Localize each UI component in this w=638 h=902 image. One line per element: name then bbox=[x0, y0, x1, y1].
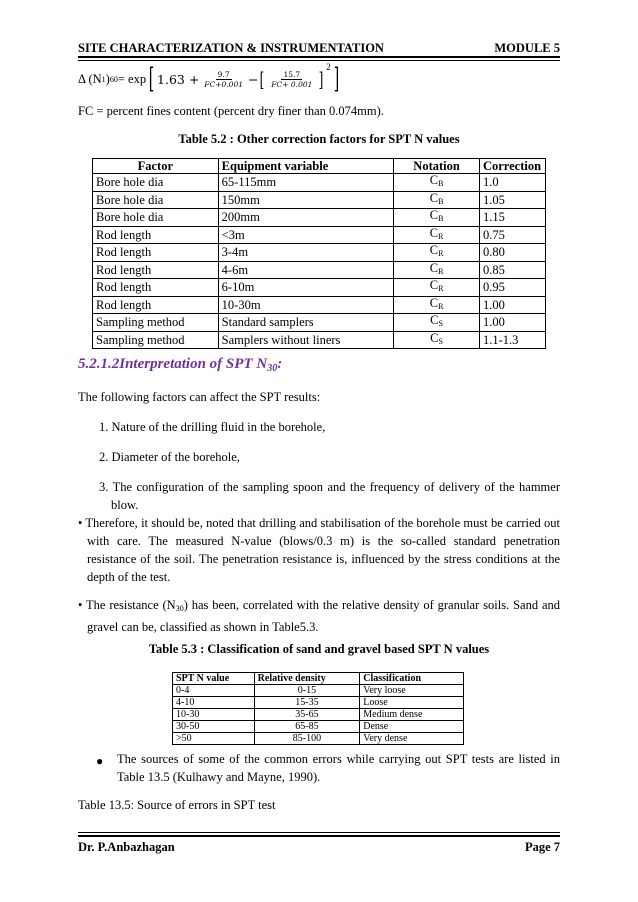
formula-fraction-2 bbox=[269, 70, 314, 89]
col-notation: Notation bbox=[394, 159, 480, 174]
cell-correction: 0.80 bbox=[479, 244, 545, 262]
header-rule-thin bbox=[78, 60, 560, 61]
header-module: MODULE 5 bbox=[494, 41, 560, 55]
table-header-row bbox=[173, 673, 464, 685]
cell-equipment: 6-10m bbox=[218, 279, 393, 297]
cell-correction: 1.1-1.3 bbox=[479, 331, 545, 349]
factor-3: 3. The configuration of the sampling spoon and the frequency of delivery of the hammer blow. bbox=[99, 480, 560, 512]
cell-equipment: 65-115mm bbox=[218, 174, 393, 192]
table135-caption: Table 13.5: Source of errors in SPT test bbox=[78, 798, 276, 812]
fc-definition: FC = percent fines content (percent dry finer than 0.074mm). bbox=[78, 104, 384, 118]
section-colon: : bbox=[277, 356, 283, 372]
cell-correction: 1.00 bbox=[479, 296, 545, 314]
notation-sub: S bbox=[438, 336, 443, 346]
notation-symbol: C bbox=[429, 295, 439, 310]
cell-relative-density: 35-65 bbox=[254, 709, 360, 721]
table-header-row bbox=[93, 159, 546, 174]
cell-relative-density: 0-15 bbox=[254, 685, 360, 697]
intro-text: The following factors can affect the SPT results: bbox=[78, 390, 321, 404]
bullet2-post: ) has been, correlated with the relative density of granular soils. Sand and gravel can be, classified as shown in Table5.3. bbox=[87, 598, 560, 634]
formula-lhs-sub1: 1 bbox=[101, 74, 106, 84]
page-header bbox=[78, 38, 560, 56]
col-equipment: Equipment variable bbox=[218, 159, 393, 174]
col-correction: Correction bbox=[479, 159, 545, 174]
cell-equipment: <3m bbox=[218, 226, 393, 244]
factor-2: 2. Diameter of the borehole, bbox=[99, 450, 240, 464]
cell-equipment: 200mm bbox=[218, 209, 393, 227]
cell-factor: Sampling method bbox=[93, 331, 219, 349]
col-relative-density: Relative density bbox=[254, 673, 360, 685]
notation-symbol: C bbox=[429, 190, 439, 205]
notation-symbol: C bbox=[429, 225, 439, 240]
right-bracket-icon: ] bbox=[333, 62, 339, 95]
cell-notation bbox=[394, 209, 480, 227]
cell-classification: Very dense bbox=[360, 733, 464, 745]
notation-sub: S bbox=[438, 319, 443, 328]
table-row bbox=[93, 296, 546, 314]
cell-factor: Rod length bbox=[93, 244, 219, 262]
header-rule bbox=[78, 56, 560, 58]
frac1-den: FC+0.001 bbox=[204, 79, 243, 89]
correction-formula bbox=[78, 62, 342, 96]
cell-factor: Rod length bbox=[93, 296, 219, 314]
formula-fraction-1 bbox=[202, 70, 245, 89]
formula-lhs-close: ) bbox=[105, 71, 110, 86]
notation-symbol: C bbox=[429, 243, 439, 257]
table-row bbox=[93, 314, 546, 332]
bullet-resistance bbox=[78, 596, 560, 636]
formula-const: 1.63 + bbox=[157, 71, 200, 87]
section-sub: 30 bbox=[267, 363, 278, 374]
bullet-drilling: • Therefore, it should be, noted that drilling and stabilisation of the borehole must be carried out with care. The measured N-value (blows/0.3 m) is the so-called standard penetration resistance of the soil. The penetration resistance is, influenced by the stress conditions at the depth of the test. bbox=[78, 516, 560, 584]
cell-notation bbox=[394, 226, 480, 244]
notation-symbol: C bbox=[430, 330, 439, 345]
section-number: 5.2.1.2 bbox=[78, 356, 120, 372]
cell-classification: Dense bbox=[360, 721, 464, 733]
cell-spt-n: >50 bbox=[173, 733, 255, 745]
footer-author: Dr. P.Anbazhagan bbox=[78, 840, 175, 854]
notation-symbol: C bbox=[429, 173, 439, 187]
table-row bbox=[93, 331, 546, 349]
col-classification: Classification bbox=[360, 673, 464, 685]
cell-factor: Rod length bbox=[93, 226, 219, 244]
footer-page: Page 7 bbox=[524, 840, 560, 854]
cell-factor: Bore hole dia bbox=[93, 174, 219, 192]
notation-symbol: C bbox=[429, 260, 439, 275]
cell-correction: 0.85 bbox=[479, 261, 545, 279]
table53-caption: Table 5.3 : Classification of sand and gravel based SPT N values bbox=[148, 642, 490, 656]
cell-factor: Bore hole dia bbox=[93, 191, 219, 209]
cell-notation bbox=[394, 279, 480, 297]
formula-power: 2 bbox=[326, 62, 331, 72]
table-row bbox=[173, 709, 464, 721]
footer-rule-thin bbox=[78, 832, 560, 833]
cell-notation bbox=[394, 296, 480, 314]
cell-factor: Rod length bbox=[93, 279, 219, 297]
cell-factor: Bore hole dia bbox=[93, 209, 219, 227]
notation-sub: R bbox=[438, 249, 444, 258]
notation-sub: B bbox=[438, 196, 444, 206]
cell-correction: 1.0 bbox=[479, 174, 545, 192]
table-row bbox=[173, 697, 464, 709]
section-title: Interpretation of SPT N bbox=[119, 356, 268, 372]
frac2-num: 15.7 bbox=[283, 69, 301, 79]
col-spt-n: SPT N value bbox=[173, 673, 255, 685]
table52-caption: Table 5.2 : Other correction factors for SPT N values bbox=[178, 132, 460, 146]
cell-equipment: 150mm bbox=[218, 191, 393, 209]
cell-spt-n: 0-4 bbox=[173, 685, 255, 697]
header-title: SITE CHARACTERIZATION & INSTRUMENTATION bbox=[78, 41, 384, 55]
cell-equipment: 4-6m bbox=[218, 261, 393, 279]
cell-spt-n: 4-10 bbox=[173, 697, 255, 709]
bullet-dot-icon: ● bbox=[96, 754, 104, 768]
cell-notation bbox=[394, 331, 480, 349]
cell-spt-n: 10-30 bbox=[173, 709, 255, 721]
table-row bbox=[93, 279, 546, 297]
cell-correction: 1.00 bbox=[479, 314, 545, 332]
formula-lhs-sub2: 60 bbox=[109, 74, 118, 84]
cell-correction: 0.75 bbox=[479, 226, 545, 244]
cell-factor: Rod length bbox=[93, 261, 219, 279]
cell-notation bbox=[394, 191, 480, 209]
cell-spt-n: 30-50 bbox=[173, 721, 255, 733]
cell-relative-density: 15-35 bbox=[254, 697, 360, 709]
cell-equipment: Samplers without liners bbox=[218, 331, 393, 349]
table-row bbox=[173, 721, 464, 733]
notation-sub: R bbox=[438, 301, 444, 311]
formula-minus: − bbox=[248, 71, 259, 87]
table-row bbox=[173, 685, 464, 697]
cell-notation bbox=[394, 244, 480, 262]
correction-factors-table bbox=[92, 158, 546, 349]
cell-classification: Very loose bbox=[360, 685, 464, 697]
col-factor: Factor bbox=[93, 159, 219, 174]
table-row bbox=[93, 174, 546, 192]
cell-notation bbox=[394, 314, 480, 332]
cell-relative-density: 85-100 bbox=[254, 733, 360, 745]
table-row bbox=[93, 226, 546, 244]
cell-relative-density: 65-85 bbox=[254, 721, 360, 733]
cell-equipment: Standard samplers bbox=[218, 314, 393, 332]
cell-factor: Sampling method bbox=[93, 314, 219, 332]
table-row bbox=[93, 244, 546, 262]
notation-symbol: C bbox=[429, 278, 439, 292]
formula-lhs: Δ (N bbox=[78, 71, 102, 86]
cell-correction: 1.05 bbox=[479, 191, 545, 209]
bullet2-sub: 30 bbox=[175, 604, 184, 613]
left-bracket-icon: [ bbox=[148, 62, 155, 95]
cell-notation bbox=[394, 174, 480, 192]
frac1-num: 9.7 bbox=[217, 69, 230, 79]
page-footer bbox=[78, 840, 560, 855]
formula-eq: = exp bbox=[117, 71, 147, 86]
cell-equipment: 3-4m bbox=[218, 244, 393, 262]
cell-equipment: 10-30m bbox=[218, 296, 393, 314]
classification-table bbox=[172, 672, 464, 745]
section-heading bbox=[78, 356, 282, 374]
notation-sub: B bbox=[438, 214, 444, 223]
footer-rule bbox=[78, 835, 560, 837]
notation-sub: R bbox=[438, 266, 444, 276]
notation-symbol: C bbox=[429, 208, 439, 222]
cell-notation bbox=[394, 261, 480, 279]
notation-sub: R bbox=[438, 284, 444, 293]
notation-symbol: C bbox=[430, 313, 439, 327]
notation-sub: R bbox=[438, 231, 444, 241]
frac2-den: FC+ 0.001 bbox=[271, 79, 313, 89]
table-row bbox=[173, 733, 464, 745]
cell-correction: 1.15 bbox=[479, 209, 545, 227]
table-row bbox=[93, 261, 546, 279]
bullet-errors: The sources of some of the common errors while carrying out SPT tests are listed in Table 13.5 (Kulhawy and Mayne, 1990). bbox=[117, 752, 560, 784]
cell-classification: Medium dense bbox=[360, 709, 464, 721]
inner-left-bracket-icon: [ bbox=[260, 67, 265, 91]
inner-right-bracket-icon: ] bbox=[318, 67, 324, 91]
notation-sub: B bbox=[438, 179, 444, 188]
table-row bbox=[93, 191, 546, 209]
cell-correction: 0.95 bbox=[479, 279, 545, 297]
bullet2-pre: • The resistance (N bbox=[78, 598, 176, 612]
factor-1: 1. Nature of the drilling fluid in the borehole, bbox=[99, 420, 326, 434]
table-row bbox=[93, 209, 546, 227]
cell-classification: Loose bbox=[360, 697, 464, 709]
